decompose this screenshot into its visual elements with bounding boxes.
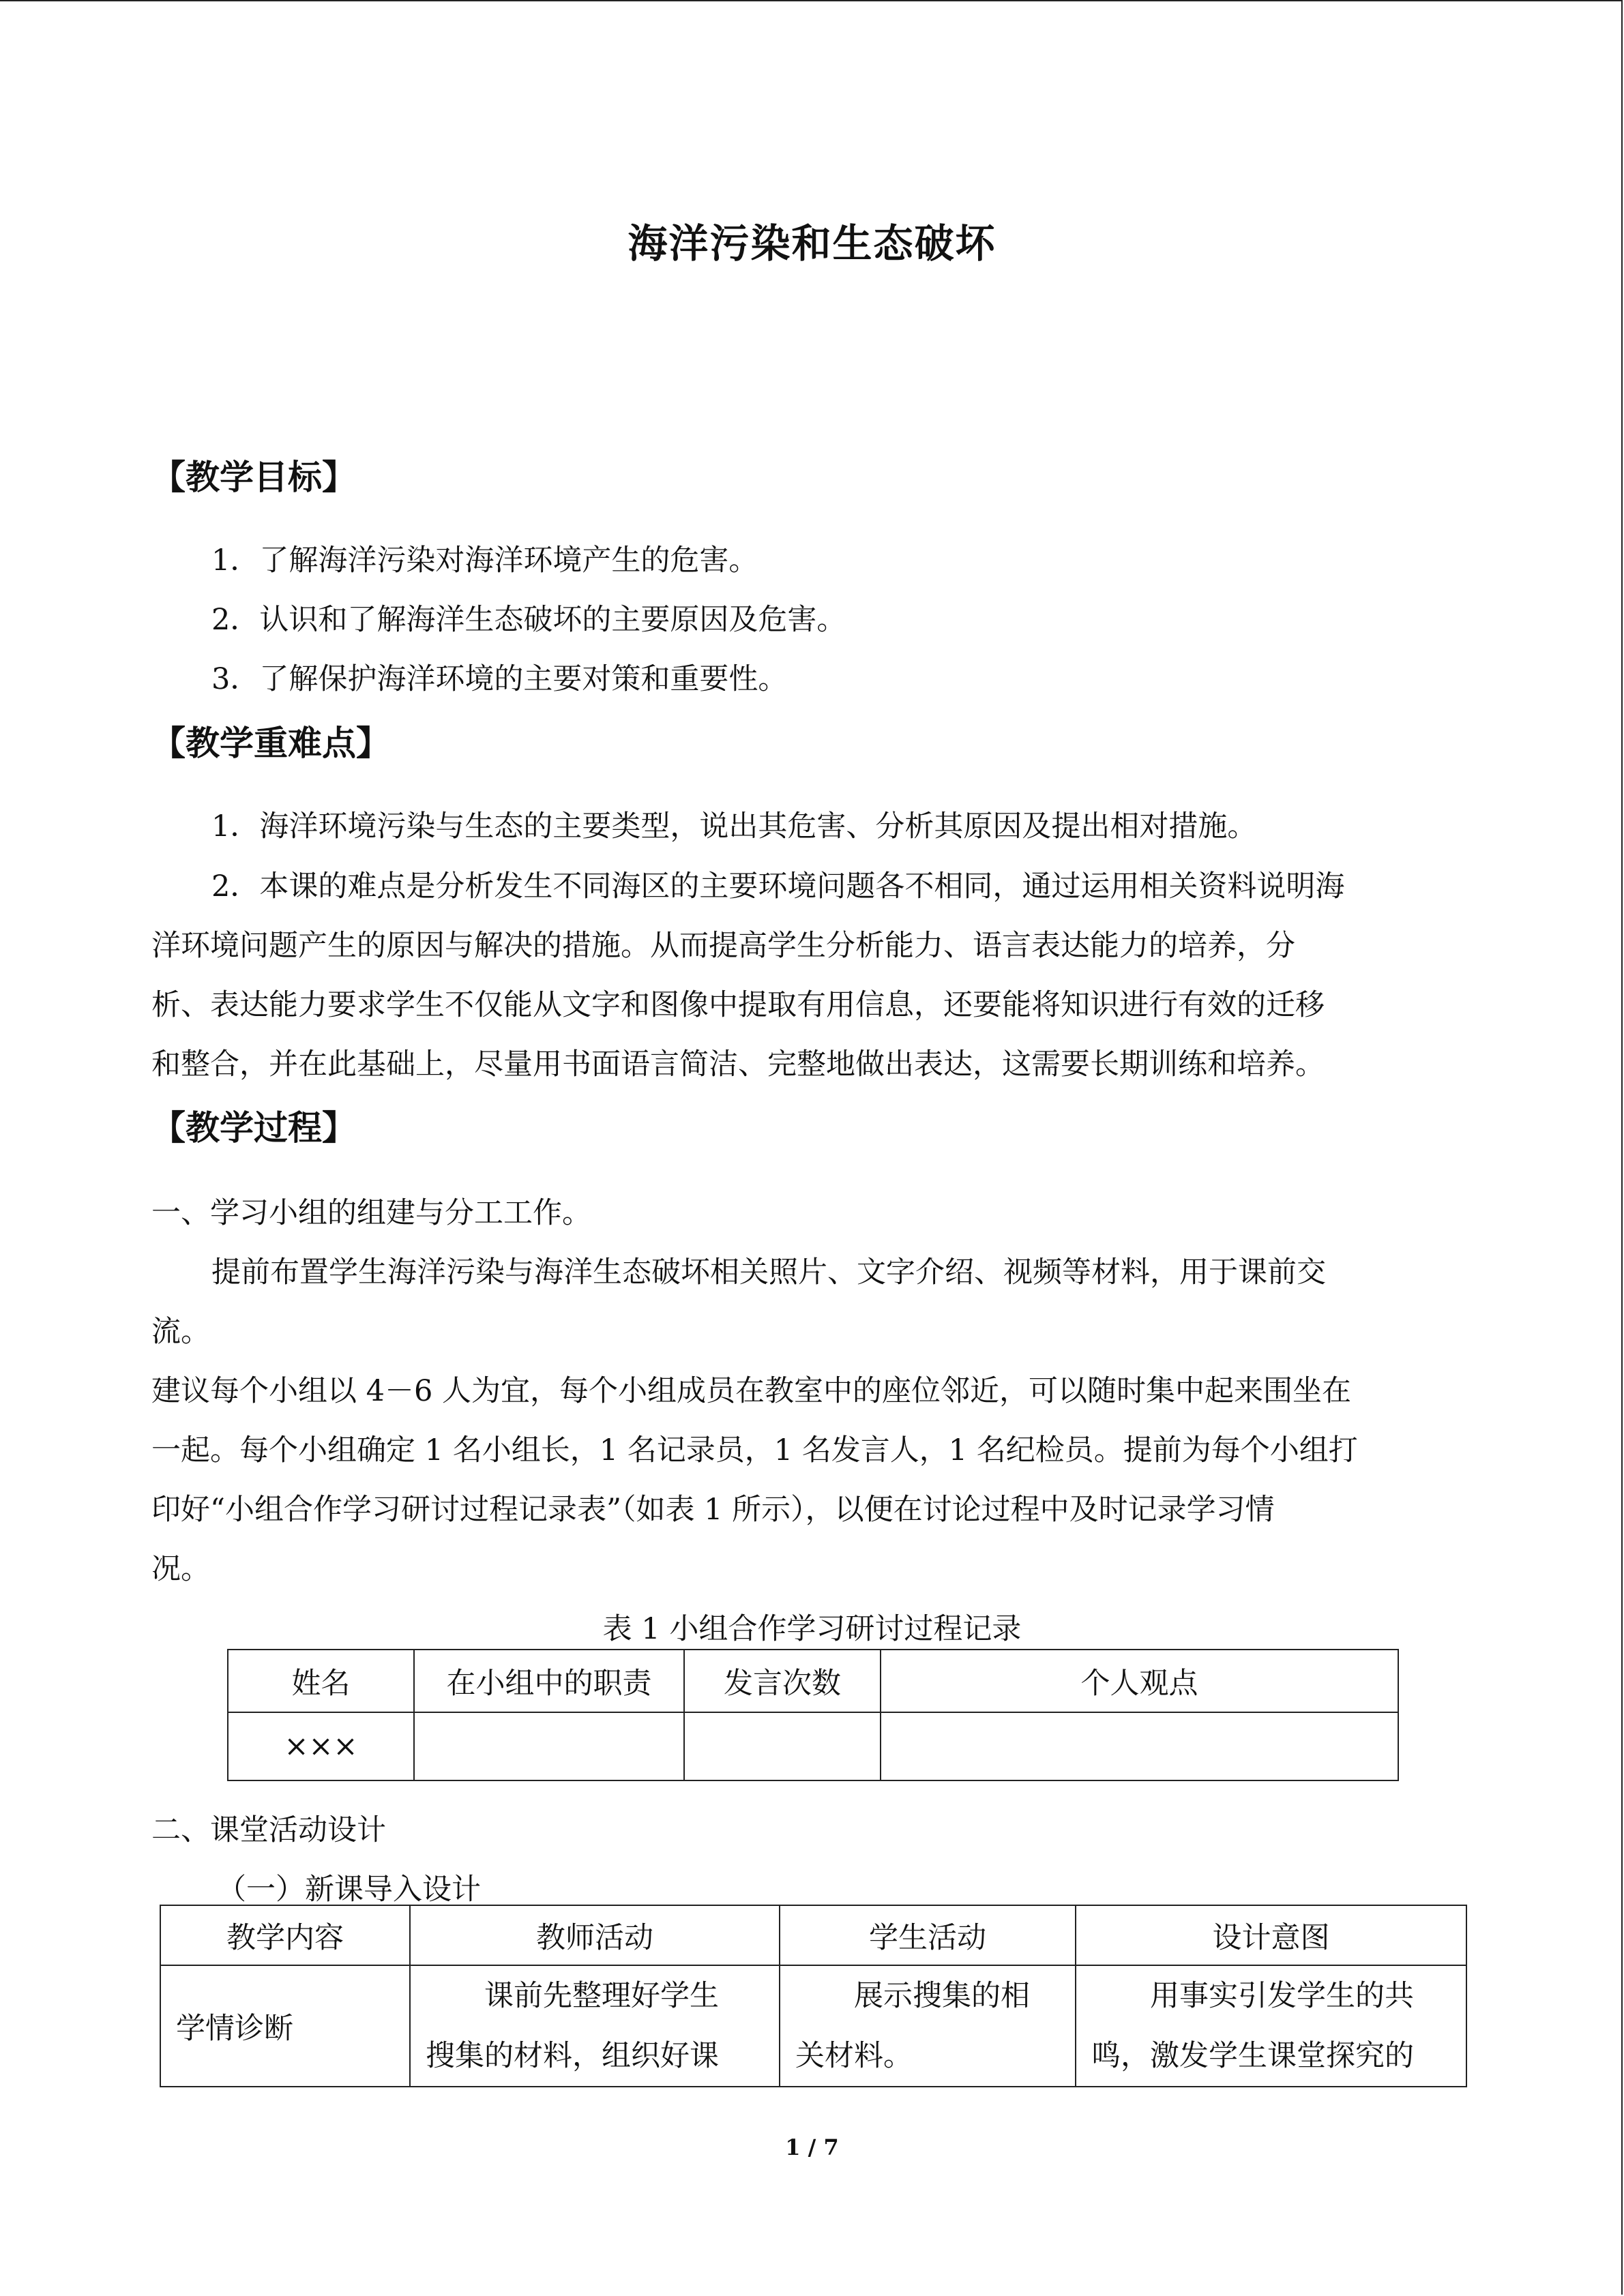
paragraph-line: 况。	[151, 1552, 210, 1586]
paragraph-line: 建议每个小组以 4－6 人为宜，每个小组成员在教室中的座位邻近，可以随时集中起来围坐在	[151, 1374, 1352, 1408]
paragraph-line: 印好“小组合作学习研讨过程记录表”（如表 1 所示），以便在讨论过程中及时记录学习情	[151, 1493, 1275, 1527]
key-points-heading: 【教学重难点】	[151, 723, 390, 763]
objective-item: 3．了解保护海洋环境的主要对策和重要性。	[211, 662, 788, 696]
cell-design-intent	[1076, 1965, 1466, 2087]
header-design-intent: 设计意图	[1076, 1905, 1466, 1965]
cell-student-activity	[780, 1965, 1076, 2087]
key-point-line: 和整合，并在此基础上，尽量用书面语言简洁、完整地做出表达，这需要长期训练和培养。	[151, 1047, 1325, 1082]
group-record-table	[227, 1649, 1399, 1781]
key-point-line: 析、表达能力要求学生不仅能从文字和图像中提取有用信息，还要能将知识进行有效的迁移	[151, 988, 1325, 1022]
cell-line: 用事实引发学生的共	[1150, 1979, 1414, 2013]
page-number: 1 / 7	[785, 2134, 839, 2160]
cell-line: 鸣，激发学生课堂探究的	[1091, 2039, 1414, 2073]
section-heading: 一、学习小组的组建与分工工作。	[151, 1196, 591, 1230]
document-title: 海洋污染和生态破坏	[628, 220, 996, 267]
process-heading: 【教学过程】	[151, 1107, 356, 1148]
cell-opinion	[881, 1712, 1398, 1780]
cell-line: 展示搜集的相	[854, 1979, 1030, 2013]
cell-speak-count	[684, 1712, 881, 1780]
section-heading: 二、课堂活动设计	[151, 1813, 386, 1847]
key-point-item: 1．海洋环境污染与生态的主要类型，说出其危害、分析其原因及提出相对措施。	[211, 809, 1257, 844]
cell-teacher-activity	[410, 1965, 780, 2087]
table-caption: 表 1 小组合作学习研讨过程记录	[602, 1612, 1022, 1646]
table-row	[160, 1965, 1466, 2087]
table-row	[228, 1712, 1398, 1780]
cell-line: 课前先整理好学生	[484, 1979, 719, 2013]
paragraph-line: 一起。每个小组确定 1 名小组长，1 名记录员，1 名发言人，1 名纪检员。提前为每个小组打	[151, 1433, 1358, 1467]
cell-line: 搜集的材料，组织好课	[426, 2039, 719, 2073]
objective-item: 1．了解海洋污染对海洋环境产生的危害。	[211, 543, 758, 578]
cell-role	[414, 1712, 684, 1780]
header-speak-count: 发言次数	[684, 1650, 881, 1712]
cell-content: 学情诊断	[160, 1965, 410, 2087]
header-opinion: 个人观点	[881, 1650, 1398, 1712]
objectives-heading: 【教学目标】	[151, 457, 356, 497]
header-name: 姓名	[228, 1650, 414, 1712]
table-header-row	[160, 1905, 1466, 1965]
subsection-heading: （一）新课导入设计	[217, 1873, 481, 1907]
table-header-row	[228, 1650, 1398, 1712]
header-teacher-activity: 教师活动	[410, 1905, 780, 1965]
key-point-line: 洋环境问题产生的原因与解决的措施。从而提高学生分析能力、语言表达能力的培养，分	[151, 929, 1295, 963]
header-role: 在小组中的职责	[414, 1650, 684, 1712]
paragraph-line: 流。	[151, 1315, 210, 1349]
header-student-activity: 学生活动	[780, 1905, 1076, 1965]
paragraph-line: 提前布置学生海洋污染与海洋生态破坏相关照片、文字介绍、视频等材料，用于课前交	[211, 1255, 1326, 1289]
header-content: 教学内容	[160, 1905, 410, 1965]
cell-name: ×××	[228, 1712, 414, 1780]
key-point-line: 2．本课的难点是分析发生不同海区的主要环境问题各不相同，通过运用相关资料说明海	[211, 869, 1345, 904]
objective-item: 2．认识和了解海洋生态破坏的主要原因及危害。	[211, 603, 846, 637]
lesson-intro-table	[160, 1905, 1467, 2087]
cell-line: 关材料。	[795, 2039, 913, 2073]
